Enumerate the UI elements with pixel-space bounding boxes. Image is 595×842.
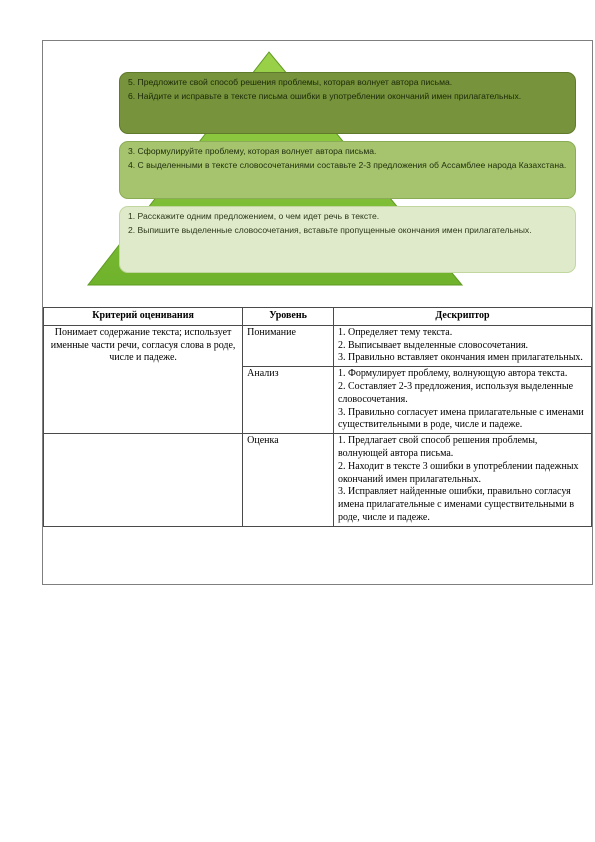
table-row — [44, 325, 592, 366]
descriptor-cell — [333, 434, 591, 527]
table-row — [44, 434, 592, 527]
header-criterion: Критерий оценивания — [44, 308, 243, 326]
pyramid-level-top — [119, 72, 576, 134]
descriptor-item: 1. Определяет тему текста. — [337, 326, 453, 338]
descriptor-item: 3. Правильно вставляет окончания имен прилагательных. — [337, 352, 583, 364]
descriptor-item: 3. Правильно согласует имена прилагательные с именами существительными в роде, числе и падеже. — [337, 406, 584, 431]
pyramid-level-middle-item-3: 3. Сформулируйте проблему, которая волнует автора письма. — [128, 146, 377, 156]
criterion-cell-empty — [44, 434, 243, 527]
pyramid-level-top-item-5: 5. Предложите свой способ решения проблемы, которая волнует автора письма. — [128, 77, 453, 87]
descriptor-cell — [333, 325, 591, 366]
assessment-table — [43, 307, 592, 527]
pyramid-level-bottom — [119, 206, 576, 273]
table-header-row — [44, 308, 592, 326]
level-cell: Понимание — [243, 325, 334, 366]
document-frame — [42, 40, 593, 585]
descriptor-item: 2. Находит в тексте 3 ошибки в употреблении падежных окончаний имен прилагательных. — [337, 460, 579, 485]
descriptor-item: 1. Предлагает свой способ решения проблемы, волнующей автора письма. — [337, 435, 538, 459]
descriptor-item: 3. Исправляет найденные ошибки, правильно согласуя имена прилагательные с именами существительными в роде, числе и падеже. — [337, 486, 575, 523]
level-cell: Оценка — [243, 434, 334, 527]
descriptor-item: 2. Выписывает выделенные словосочетания. — [337, 339, 529, 351]
descriptor-item: 1. Формулирует проблему, волнующую автора текста. — [337, 368, 568, 380]
pyramid-level-bottom-item-1: 1. Расскажите одним предложением, о чем идет речь в тексте. — [128, 211, 380, 221]
descriptor-cell — [333, 367, 591, 434]
pyramid-level-top-item-6: 6. Найдите и исправьте в тексте письма ошибки в употреблении окончаний имен прилагательных. — [128, 90, 522, 101]
pyramid-level-middle — [119, 141, 576, 199]
pyramid-diagram — [43, 41, 592, 307]
header-descriptor: Дескриптор — [333, 308, 591, 326]
pyramid-level-bottom-item-2: 2. Выпишите выделенные словосочетания, вставьте пропущенные окончания имен прилагательных. — [128, 224, 532, 235]
criterion-text: Понимает содержание текста; использует именные части речи, согласуя слова в роде, числе и падеже. — [50, 326, 236, 364]
pyramid-level-middle-item-4: 4. С выделенными в тексте словосочетаниями составьте 2-3 предложения об Ассамблее народа Казахстана. — [128, 159, 567, 170]
header-level: Уровень — [243, 308, 334, 326]
level-cell: Анализ — [243, 367, 334, 434]
descriptor-item: 2. Составляет 2-3 предложения, используя выделенные словосочетания. — [337, 380, 574, 405]
criterion-cell — [44, 325, 243, 433]
